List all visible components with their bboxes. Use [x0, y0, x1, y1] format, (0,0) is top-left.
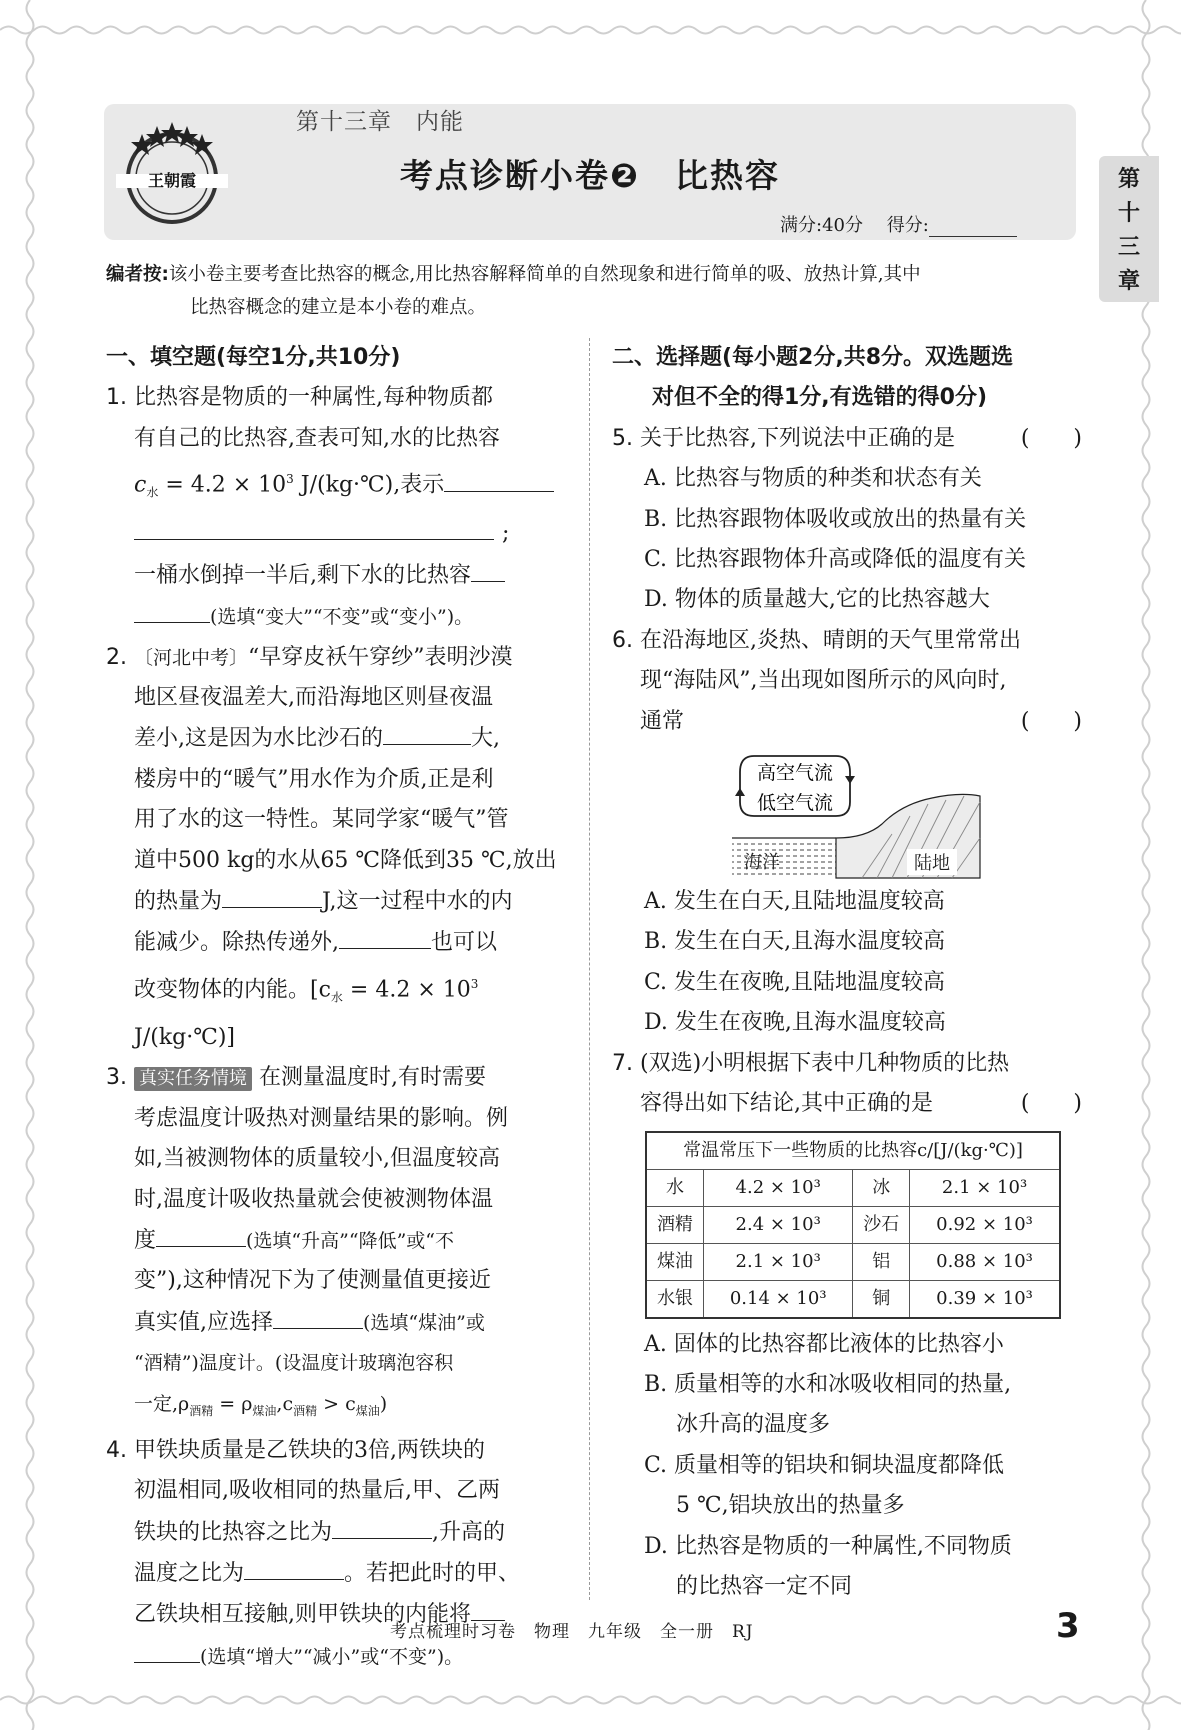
- q1-sup: 3: [286, 472, 294, 487]
- q3-line: [106, 1384, 566, 1431]
- q7-line: (双选)小明根据下表中几种物质的比热: [640, 1050, 1010, 1076]
- q1-line: 比热容是物质的一种属性,每种物质都: [134, 385, 493, 411]
- question-6: [612, 621, 1082, 1044]
- q1-line: [106, 596, 566, 637]
- source-tag: 〔河北中考〕: [134, 646, 249, 669]
- q6-line: 在沿海地区,炎热、晴朗的天气里常常出: [640, 627, 1021, 653]
- q4-line: 初温相同,吸收相同的热量后,甲、乙两: [134, 1478, 500, 1504]
- table-cell: 冰: [853, 1169, 910, 1206]
- q3-text: ,c: [276, 1392, 294, 1415]
- q4-text: 温度之比为: [134, 1561, 245, 1587]
- q3-text: (选填“升高”“降低”或“不: [246, 1229, 454, 1252]
- land-label: 陆地: [914, 853, 950, 875]
- table-cell: 0.92 × 10³: [910, 1206, 1060, 1243]
- sea-label: 海洋: [744, 852, 780, 874]
- q1-line: 有自己的比热容,查表可知,水的比热容: [134, 425, 500, 451]
- left-column: [106, 338, 566, 1677]
- option-b[interactable]: B. 发生在白天,且海水温度较高: [644, 929, 946, 955]
- q3-line: 考虑温度计吸热对测量结果的影响。例: [134, 1105, 509, 1131]
- q3-text: 真实值,应选择: [134, 1309, 273, 1335]
- answer-blank[interactable]: [222, 881, 322, 908]
- sea-land-breeze-figure: [732, 742, 1032, 882]
- q3-line: [106, 1058, 566, 1098]
- q2-text: 大,: [471, 726, 500, 752]
- question-number: 4.: [106, 1437, 127, 1463]
- q2-line: 楼房中的“暖气”用水作为介质,正是利: [134, 766, 494, 792]
- q2-line: 地区昼夜温差大,而沿海地区则昼夜温: [134, 684, 493, 710]
- table-row: [646, 1243, 1060, 1280]
- table-cell: 酒精: [646, 1206, 703, 1243]
- full-score: 满分:40分: [780, 215, 863, 236]
- answer-blank[interactable]: [332, 1512, 432, 1539]
- question-5: [612, 419, 1082, 621]
- editor-note-line2: 比热容概念的建立是本小卷的难点。: [190, 297, 487, 318]
- q4-text: 铁块的比热容之比为: [134, 1519, 333, 1545]
- question-number: 5.: [612, 425, 633, 451]
- answer-blank[interactable]: [244, 1553, 344, 1580]
- side-tab-char: 第: [1117, 167, 1140, 192]
- q1-sub: 水: [146, 485, 159, 500]
- table-cell: 水: [646, 1169, 703, 1206]
- score-label: 得分:: [886, 215, 929, 236]
- question-number: 1.: [106, 385, 127, 411]
- q1-text: J/(kg·℃),表示: [293, 472, 445, 498]
- editor-note-line1: 该小卷主要考查比热容的概念,用比热容解释简单的自然现象和进行简单的吸、放热计算,其中: [168, 264, 921, 285]
- q2-sup: 3: [470, 976, 479, 991]
- section2-title: [612, 338, 1082, 419]
- specific-heat-table: [645, 1131, 1061, 1319]
- table-cell: 0.14 × 10³: [703, 1280, 853, 1318]
- question-2: [106, 638, 566, 1059]
- q4-line: 甲铁块质量是乙铁块的3倍,两铁块的: [134, 1437, 485, 1463]
- answer-blank[interactable]: [383, 718, 471, 745]
- question-7: [612, 1044, 1082, 1608]
- answer-blank[interactable]: [134, 596, 210, 623]
- option-d-continued: 的比热容一定不同: [676, 1573, 853, 1599]
- q1-line: [106, 459, 566, 513]
- question-3: [106, 1058, 566, 1430]
- chapter-label: 第十三章 内能: [296, 109, 464, 135]
- table-cell: 铝: [853, 1243, 910, 1280]
- q2-text: = 4.2 × 10: [342, 977, 471, 1003]
- q3-line: 时,温度计吸收热量就会使被测物体温: [134, 1186, 493, 1212]
- q2-text: J,这一过程中水的内: [322, 889, 513, 914]
- page-number: 3: [1056, 1606, 1080, 1646]
- table-cell: 2.4 × 10³: [703, 1206, 853, 1243]
- q3-line: 变”),这种情况下为了使测量值更接近: [134, 1268, 491, 1294]
- table-row: [646, 1280, 1060, 1318]
- table-cell: 煤油: [646, 1243, 703, 1280]
- option-b[interactable]: B. 比热容跟物体吸收或放出的热量有关: [644, 506, 1027, 532]
- option-d[interactable]: D. 比热容是物质的一种属性,不同物质: [644, 1533, 1012, 1559]
- answer-blank[interactable]: [134, 1636, 200, 1663]
- publisher-logo: [106, 116, 238, 232]
- q3-line: “酒精”)温度计。(设温度计玻璃泡容积: [134, 1352, 454, 1375]
- question-number: 7.: [612, 1050, 633, 1076]
- table-cell: 0.88 × 10³: [910, 1243, 1060, 1280]
- q3-line: [106, 1302, 566, 1343]
- q6-line: 现“海陆风”,当出现如图所示的风向时,: [640, 668, 1007, 694]
- option-c[interactable]: C. 发生在夜晚,且陆地温度较高: [644, 969, 946, 995]
- q6-text: 通常: [640, 708, 685, 734]
- q4-line: [106, 1512, 566, 1553]
- q4-text: 。若把此时的甲、: [344, 1561, 521, 1587]
- editor-note-label: 编者按:: [106, 264, 169, 285]
- q3-sub: 煤油: [355, 1403, 380, 1418]
- table-cell: 沙石: [853, 1206, 910, 1243]
- table-cell: 4.2 × 10³: [703, 1169, 853, 1206]
- q2-line: 道中500 kg的水从65 ℃降低到35 ℃,放出: [134, 847, 557, 873]
- q7-line: [612, 1084, 1082, 1124]
- q6-line: [612, 702, 1082, 742]
- option-c[interactable]: C. 比热容跟物体升高或降低的温度有关: [644, 547, 1027, 573]
- table-cell: 2.1 × 10³: [703, 1243, 853, 1280]
- table-cell: 0.39 × 10³: [910, 1280, 1060, 1318]
- score-blank[interactable]: [929, 218, 1017, 237]
- question-1: [106, 378, 566, 637]
- q3-text: 一定,ρ: [134, 1392, 190, 1415]
- question-number: 2.: [106, 644, 127, 670]
- option-d[interactable]: D. 物体的质量越大,它的比热容越大: [644, 587, 990, 613]
- q4-text: ,升高的: [432, 1519, 506, 1545]
- q3-line: [106, 1220, 566, 1261]
- option-c-continued: 5 ℃,铝块放出的热量多: [676, 1493, 905, 1519]
- score-line: [780, 211, 1017, 237]
- q1-semicolon: ;: [502, 521, 510, 547]
- q3-text: 度: [134, 1227, 157, 1253]
- q1-text: (选填“变大”“不变”或“变小”)。: [210, 606, 474, 629]
- side-tab-char: 十: [1117, 201, 1140, 226]
- footer-text: 考点梳理时习卷 物理 九年级 全一册 RJ: [390, 1622, 754, 1642]
- q2-text: 的热量为: [134, 889, 223, 914]
- side-tab-char: 章: [1117, 269, 1140, 294]
- section1-title: 一、填空题(每空1分,共10分): [106, 345, 401, 370]
- sea-land-breeze-diagram: [732, 742, 1032, 882]
- answer-paren[interactable]: ( ): [1020, 1091, 1082, 1117]
- q1-value: = 4.2 × 10: [158, 472, 287, 498]
- q3-text: (选填“煤油”或: [363, 1311, 485, 1334]
- column-divider: [589, 338, 590, 1600]
- lower-airflow-label: 低空气流: [756, 792, 834, 815]
- right-column: [612, 338, 1082, 1607]
- q2-line: [106, 922, 566, 963]
- q5-text: 关于比热容,下列说法中正确的是: [640, 425, 955, 451]
- chapter-side-tab: [1099, 156, 1159, 302]
- answer-paren[interactable]: ( ): [1020, 708, 1082, 734]
- answer-blank[interactable]: [134, 513, 494, 540]
- answer-paren[interactable]: ( ): [1020, 425, 1082, 451]
- side-tab-char: 三: [1117, 235, 1140, 260]
- q3-text: = ρ: [213, 1392, 253, 1415]
- table-row: [646, 1169, 1060, 1206]
- q2-line: 用了水的这一特性。某同学家“暖气”管: [134, 807, 509, 833]
- q2-text: 也可以: [431, 930, 498, 956]
- page-title: 考点诊断小卷❷ 比热容: [400, 156, 780, 195]
- option-a[interactable]: A. 固体的比热容都比液体的比热容小: [644, 1331, 1004, 1357]
- option-a[interactable]: A. 发生在白天,且陆地温度较高: [644, 889, 945, 915]
- table-cell: 水银: [646, 1280, 703, 1318]
- q7-text: 容得出如下结论,其中正确的是: [640, 1091, 933, 1117]
- q2-line: [106, 638, 566, 678]
- q3-text: 在测量温度时,有时需要: [259, 1065, 486, 1091]
- q2-sub: 水: [330, 990, 343, 1005]
- q3-line: 如,当被测物体的质量较小,但温度较高: [134, 1146, 500, 1172]
- q2-line: [106, 881, 566, 922]
- answer-blank[interactable]: [444, 465, 554, 492]
- q2-text: 改变物体的内能。[c: [134, 977, 331, 1003]
- q1-c: c: [134, 472, 147, 498]
- option-a[interactable]: A. 比热容与物质的种类和状态有关: [644, 466, 982, 492]
- table-cell: 铜: [853, 1280, 910, 1318]
- option-b[interactable]: B. 质量相等的水和冰吸收相同的热量,: [644, 1371, 1012, 1397]
- section2-title-line2: 对但不全的得1分,有选错的得0分): [652, 385, 988, 411]
- q4-line: [106, 1636, 566, 1677]
- q5-stem: [612, 419, 1082, 459]
- section2-title-line1: 二、选择题(每小题2分,共8分。双选题选: [612, 345, 1014, 370]
- task-context-tag: 真实任务情境: [134, 1067, 252, 1091]
- q4-text: (选填“增大”“减小”或“不变”)。: [200, 1645, 464, 1668]
- answer-blank[interactable]: [273, 1302, 363, 1329]
- option-d[interactable]: D. 发生在夜晚,且海水温度较高: [644, 1010, 946, 1036]
- q2-text: 差小,这是因为水比沙石的: [134, 726, 383, 752]
- q2-text: 能减少。除热传递外,: [134, 930, 339, 956]
- table-cell: 2.1 × 10³: [910, 1169, 1060, 1206]
- q2-text: J/(kg·℃)]: [134, 1024, 235, 1050]
- upper-airflow-label: 高空气流: [756, 762, 834, 785]
- q4-text: 乙铁块相互接触,则甲铁块的内能将: [134, 1602, 471, 1628]
- q4-line: [106, 1553, 566, 1594]
- answer-blank[interactable]: [339, 922, 431, 949]
- option-b-continued: 冰升高的温度多: [676, 1412, 831, 1438]
- answer-blank[interactable]: [471, 555, 505, 582]
- question-number: 3.: [106, 1065, 127, 1091]
- q2-text: “早穿皮袄午穿纱”表明沙漠: [248, 644, 513, 670]
- logo-text: 王朝霞: [147, 171, 197, 190]
- table-caption: 常温常压下一些物质的比热容c/[J/(kg·℃)]: [646, 1132, 1060, 1170]
- q3-text: ): [379, 1392, 388, 1415]
- q1-line: [106, 513, 566, 554]
- table-row: [646, 1206, 1060, 1243]
- answer-blank[interactable]: [156, 1220, 246, 1247]
- q3-sub: 酒精: [189, 1403, 214, 1418]
- q3-sub: 煤油: [252, 1403, 277, 1418]
- question-number: 6.: [612, 627, 633, 653]
- option-c[interactable]: C. 质量相等的铝块和铜块温度都降低: [644, 1452, 1005, 1478]
- q1-text: 一桶水倒掉一半后,剩下水的比热容: [134, 562, 471, 588]
- q1-line: [106, 555, 566, 596]
- q3-text: > c: [317, 1392, 356, 1415]
- q2-line: [106, 964, 566, 1059]
- editor-note: [106, 258, 1081, 324]
- q3-sub: 酒精: [293, 1403, 318, 1418]
- q2-line: [106, 718, 566, 759]
